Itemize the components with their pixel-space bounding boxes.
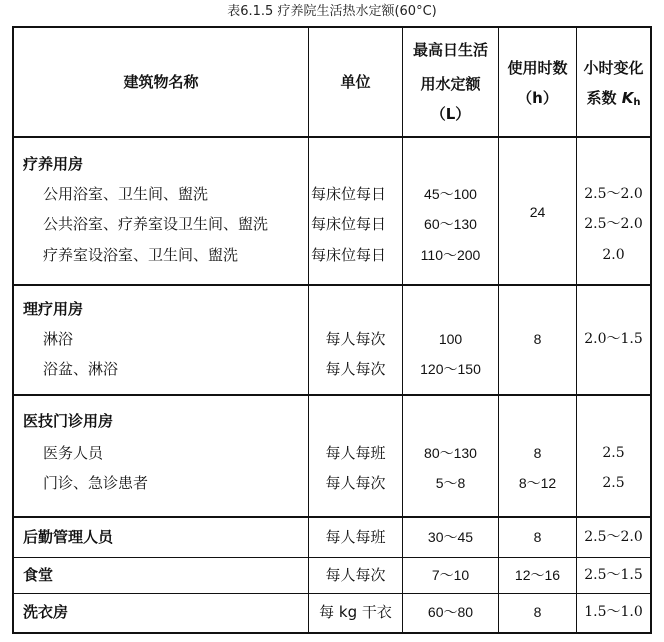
- section-rule-2: [12, 394, 652, 396]
- row-name: 淋浴: [43, 330, 74, 348]
- row-hours: 8～12: [518, 475, 557, 491]
- row-quota: 80～130: [424, 445, 477, 461]
- row-rule-5: [12, 593, 652, 594]
- row-coef: 2.5～2.0: [584, 216, 643, 232]
- row-name: 公共浴室、疗养室设卫生间、盥洗: [43, 215, 269, 233]
- header-coef-symbol: K: [621, 89, 634, 107]
- section-coef: 2.0～1.5: [584, 331, 643, 347]
- header-coef-line1: 小时变化: [583, 59, 644, 77]
- row-unit: 每 kg 干衣: [319, 603, 392, 621]
- row-hours: 8: [533, 445, 542, 461]
- section-title: 医技门诊用房: [23, 412, 114, 430]
- row-coef: 2.5: [602, 475, 625, 491]
- row-quota: 60～80: [427, 604, 474, 620]
- row-unit: 每人每班: [325, 444, 386, 462]
- row-quota: 45～100: [424, 186, 477, 202]
- section-rule-3: [12, 516, 652, 518]
- section-title: 疗养用房: [23, 155, 84, 173]
- row-name: 公用浴室、卫生间、盥洗: [43, 185, 209, 203]
- row-coef: 2.5～1.5: [584, 567, 643, 583]
- row-name: 门诊、急诊患者: [43, 474, 149, 492]
- section-rule-1: [12, 284, 652, 286]
- row-unit: 每床位每日: [311, 185, 387, 203]
- table-caption: 表6.1.5 疗养院生活热水定额(60°C): [227, 4, 437, 19]
- row-rule-4: [12, 557, 652, 558]
- row-quota: 5～8: [435, 475, 466, 491]
- header-hours-line2: （h）: [517, 89, 558, 107]
- table-border-top: [12, 26, 652, 28]
- section-hours: 24: [529, 204, 546, 220]
- header-quota-line2: 用水定额: [420, 75, 481, 93]
- header-coef-subscript: h: [633, 97, 641, 108]
- row-quota: 100: [438, 331, 463, 347]
- header-quota-line3: （L）: [430, 105, 471, 123]
- row-coef: 2.5～2.0: [584, 186, 643, 202]
- header-coef-label: 系数: [586, 89, 617, 107]
- row-unit: 每床位每日: [311, 215, 387, 233]
- row-coef: 2.5～2.0: [584, 529, 643, 545]
- row-unit: 每人每次: [325, 360, 386, 378]
- table-border-right: [650, 26, 652, 634]
- row-hours: 8: [533, 529, 542, 545]
- row-unit: 每人每次: [325, 474, 386, 492]
- row-coef: 2.5: [602, 445, 625, 461]
- row-name: 食堂: [23, 566, 54, 584]
- row-coef: 2.0: [602, 247, 625, 263]
- section-title: 理疗用房: [23, 300, 84, 318]
- table-border-bottom: [12, 632, 652, 634]
- row-name: 浴盆、淋浴: [43, 360, 119, 378]
- header-building-name: 建筑物名称: [123, 73, 199, 91]
- row-unit: 每床位每日: [311, 246, 387, 264]
- row-name: 医务人员: [43, 444, 104, 462]
- header-unit: 单位: [340, 73, 371, 91]
- row-coef: 1.5～1.0: [584, 604, 643, 620]
- section-hours: 8: [533, 331, 542, 347]
- row-quota: 30～45: [427, 529, 474, 545]
- row-name: 后勤管理人员: [23, 528, 114, 546]
- table-border-left: [12, 26, 14, 634]
- row-quota: 110～200: [420, 247, 481, 263]
- row-hours: 8: [533, 604, 542, 620]
- header-bottom-rule: [12, 136, 652, 138]
- row-name: 疗养室设浴室、卫生间、盥洗: [43, 246, 239, 264]
- header-hours-line1: 使用时数: [507, 59, 568, 77]
- row-quota: 7～10: [431, 567, 470, 583]
- row-name: 洗衣房: [23, 603, 69, 621]
- row-unit: 每人每次: [325, 330, 386, 348]
- header-coef-line2: [577, 88, 650, 113]
- row-quota: 60～130: [424, 216, 477, 232]
- row-quota: 120～150: [420, 361, 481, 377]
- header-quota-line1: 最高日生活: [412, 41, 488, 59]
- row-unit: 每人每次: [325, 566, 386, 584]
- row-unit: 每人每班: [325, 528, 386, 546]
- row-hours: 12～16: [514, 567, 561, 583]
- hot-water-quota-table: [12, 26, 652, 634]
